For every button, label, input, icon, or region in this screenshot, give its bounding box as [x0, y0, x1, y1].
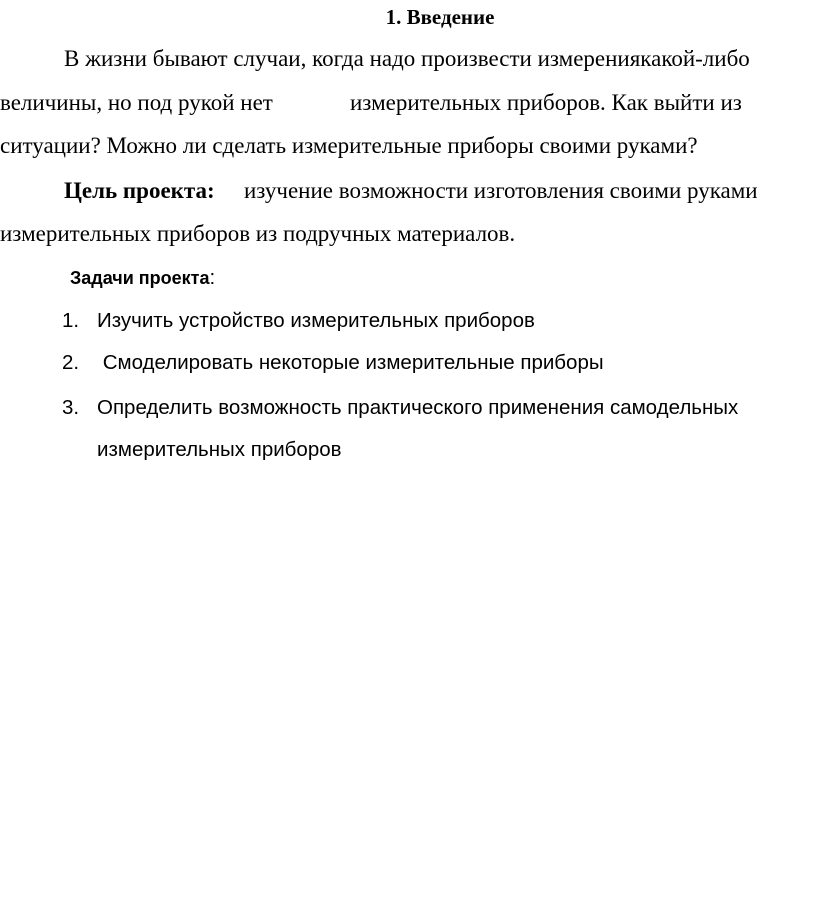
intro-line-3: ситуации? Можно ли сделать измерительные приборы своими руками? [0, 133, 698, 158]
intro-line-1: В жизни бывают случаи, когда надо произвести измерениякакой-либо [64, 46, 750, 71]
tasks-heading [70, 263, 215, 292]
tasks-colon: : [209, 266, 216, 289]
task-number: 3. [62, 396, 80, 419]
task-text: Определить возможность практического применения самодельных [97, 396, 739, 419]
intro-line-2-part-1: величины, но под рукой нет [0, 90, 273, 115]
task-item-2 [62, 349, 604, 377]
tasks-label: Задачи проекта [70, 268, 210, 288]
goal-text-line-1: изучение возможности изготовления своими руками [244, 178, 758, 203]
goal-label: Цель проекта: [64, 178, 215, 203]
task-text: Смоделировать некоторые измерительные приборы [97, 351, 604, 374]
section-heading: 1. Введение [385, 5, 495, 29]
task-number: 2. [62, 351, 80, 374]
task-item-3 [62, 394, 738, 422]
intro-line-2-part-2: измерительных приборов. Как выйти из [350, 90, 742, 115]
task-text: Изучить устройство измерительных приборов [97, 309, 535, 332]
task-item-3-continuation: измерительных приборов [97, 438, 342, 461]
task-item-1 [62, 307, 535, 335]
task-number: 1. [62, 309, 80, 332]
goal-line-1 [64, 177, 215, 205]
goal-text-line-2: измерительных приборов из подручных материалов. [0, 221, 516, 246]
